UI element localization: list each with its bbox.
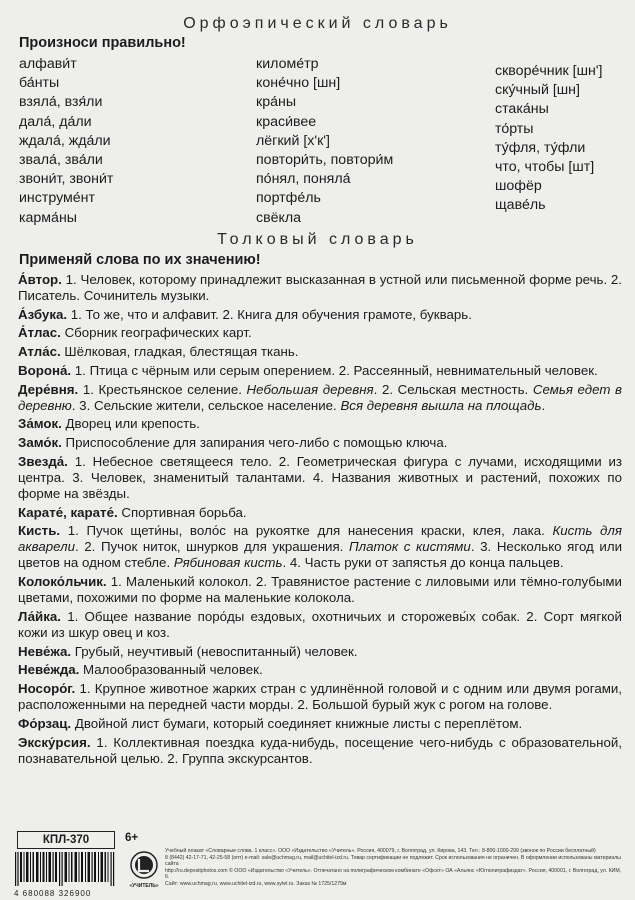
- entry-term: Ла́йка.: [18, 608, 61, 624]
- entry-definition: .: [541, 397, 546, 413]
- dictionary-entry: [18, 574, 622, 606]
- dictionary-entry: [18, 523, 622, 571]
- entry-definition: 1. Общее название поро́ды ездовых, охотничьих и сторожевы́х собак. 2. Сорт мягкой кожи из шкур овец и коз.: [18, 608, 622, 640]
- dictionary-entry: [18, 307, 622, 323]
- entry-definition: 1. Птица с чёрным или серым оперением. 2. Рассеянный, невнимательный человек.: [71, 362, 598, 378]
- word: шофёр: [495, 178, 542, 195]
- orthoepic-column-1: [19, 55, 113, 228]
- barcode: [15, 852, 115, 886]
- entry-example: Вся деревня вышла на площадь: [340, 397, 542, 413]
- word: инструме́нт: [19, 190, 95, 207]
- entry-term: А́збука.: [18, 306, 68, 322]
- dictionary-entry: [18, 416, 622, 432]
- word: дала́, да́ли: [19, 113, 92, 130]
- word: портфе́ль: [256, 190, 321, 207]
- fine-print-line: http://ru.depositphotos.com © ООО «Издательство «Учитель». Отпечатано на полиграфическом комбинате «Офсет» ОА «Альянс «Югполиграфиздат». Россия, 400001, г. Волгоград, ул. КИМ, 6.: [165, 867, 622, 881]
- entry-definition: Малообразованный человек.: [79, 662, 263, 678]
- word: что, чтобы [шт]: [495, 159, 595, 176]
- entry-term: Кисть.: [18, 523, 61, 539]
- word: повтори́ть, повтори́м: [256, 152, 394, 169]
- entry-definition: 1. Небесное светящееся тело. 2. Геометрическая фигура с лучами, исходящими из центра. 3. Человек, знаменитый талантами. 4. Названия животных и растений, похожих по форме на звёзды.: [18, 453, 622, 501]
- fine-print-line: 8 (8442) 42-17-71, 42-25-58 (опт) e-mail: sale@uchmag.ru, mail@uchitel-izd.ru. Товар сертификации не подлежит. Срок использования не ограничен. В оформлении использованы материалы сайта: [165, 854, 621, 868]
- entry-definition: Двойной лист бумаги, который соединяет книжные листы с переплётом.: [71, 715, 523, 731]
- entry-term: Звезда́.: [18, 453, 68, 469]
- entry-example: Платок с кистями: [348, 539, 471, 555]
- entry-term: Карате́, карате́.: [18, 504, 118, 520]
- word: ба́нты: [19, 75, 60, 92]
- word: звони́т, звони́т: [19, 171, 114, 188]
- entry-example: Небольшая деревня: [246, 381, 374, 397]
- entry-definition: Шёлковая, гладкая, блестящая ткань.: [60, 344, 299, 360]
- dictionary-entry: [18, 644, 622, 660]
- entry-definition: Дворец или крепость.: [61, 416, 200, 432]
- entry-definition: 1. Пучок щети́ны, воло́с на рукоятке для нанесения краски, клея, лака.: [60, 523, 553, 539]
- entry-definition: Грубый, неучтивый (невоспитанный) человек.: [71, 643, 358, 659]
- entry-term: Замо́к.: [18, 435, 62, 450]
- entry-term: Носоро́г.: [18, 681, 76, 697]
- word: стака́ны: [495, 101, 549, 118]
- orthoepic-subtitle: Произноси правильно!: [19, 35, 186, 51]
- entry-definition: Приспособление для запирания чего-либо с помощью ключа.: [61, 435, 448, 450]
- entry-definition: 1. Крестьянское селение.: [78, 381, 247, 397]
- entry-term: Ворона́.: [18, 362, 72, 378]
- entry-example: Семья едет в деревню: [18, 381, 623, 413]
- dictionary-entry: [18, 716, 622, 732]
- entry-term: Неве́жа.: [18, 643, 72, 659]
- fine-print-line: Учебный плакат «Словарные слова. 1 класс». ООО «Издательство «Учитель». Россия, 400079, г. Волгоград, ул. Кирова, 143. Тел.: 8-800-1000-299 (звонок по России бесплатный): [165, 848, 596, 854]
- dictionary-entry: [18, 735, 622, 767]
- entry-term: А́втор.: [18, 272, 62, 287]
- word: алфави́т: [19, 56, 77, 72]
- dictionary-entry: [18, 681, 622, 713]
- dictionary-entry: [18, 662, 622, 678]
- entry-term: Неве́жда.: [18, 662, 80, 678]
- dictionary-entry: [18, 609, 622, 641]
- publisher-logo: [127, 850, 161, 890]
- entry-term: Экску́рсия.: [18, 734, 91, 750]
- entry-definition: 1. Человек, которому принадлежит высказанная в устной или письменной форме речь. 2. Писатель. Сочинитель музыки.: [18, 272, 622, 304]
- word: то́рты: [495, 120, 534, 137]
- dictionary-entry: [18, 344, 622, 360]
- entry-term: Колоко́льчик.: [18, 574, 107, 590]
- entry-definition: . 3. Несколько ягод или цветов на одном стебле.: [18, 539, 623, 571]
- entry-definition: . 2. Пучок ниток, шнурков для украшения.: [74, 539, 349, 555]
- publisher-fine-print: [165, 848, 625, 888]
- entry-term: Фо́рзац.: [18, 715, 72, 731]
- word: ждала́, жда́ли: [19, 132, 111, 149]
- word: киломе́тр: [256, 56, 319, 72]
- entry-example: Рябиновая кисть: [173, 555, 283, 571]
- entry-term: За́мок.: [18, 416, 62, 432]
- dictionary-entry: [18, 382, 622, 414]
- word: ску́чный [шн]: [495, 82, 580, 99]
- dictionary-entry: [18, 363, 622, 379]
- entry-definition: 1. Крупное животное жарких стран с удлинённой головой и с одним или двумя рогами, расположенными на передней части морды. 2. Большой бурый жук с рогом на голове.: [18, 681, 622, 713]
- barcode-number: 4 680088 326900: [14, 889, 92, 898]
- dictionary-entry: [18, 454, 622, 502]
- orthoepic-column-3: [495, 62, 602, 216]
- explanatory-title: Толковый словарь: [217, 231, 418, 248]
- entry-definition: 1. То же, что и алфавит. 2. Книга для обучения грамоте, букварь.: [67, 306, 472, 322]
- orthoepic-title: Орфоэпический словарь: [183, 15, 452, 32]
- word: по́нял, поняла́: [256, 171, 351, 188]
- entry-definition: Сборник географических карт.: [60, 325, 252, 341]
- word: коне́чно [шн]: [256, 75, 341, 92]
- entry-term: А́тлас.: [18, 325, 61, 341]
- age-rating: 6+: [125, 832, 139, 844]
- word: лёгкий [х'к']: [256, 132, 330, 149]
- dictionary-entry: [18, 505, 622, 521]
- entry-definition: 1. Маленький колокол. 2. Травянистое растение с лиловыми или тёмно-голубыми цветами, похожими по форме на маленькие колокола.: [18, 574, 622, 606]
- dictionary-entry: [18, 325, 622, 341]
- entry-term: Атла́с.: [18, 344, 61, 360]
- orthoepic-column-2: [256, 55, 393, 228]
- entry-term: Дере́вня.: [18, 381, 79, 397]
- entry-definition: 1. Коллективная поездка куда-нибудь, посещение чего-нибудь с образовательной, познавательной целью. 2. Группа экскурсантов.: [18, 734, 622, 766]
- dictionary-entry: [18, 272, 622, 304]
- word: ту́фля, ту́фли: [495, 139, 586, 156]
- entry-example: Кисть для акварели: [18, 523, 622, 555]
- word: взяла́, взя́ли: [19, 94, 103, 111]
- entry-definition: Спортивная борьба.: [117, 504, 247, 520]
- entry-definition: . 3. Сельские жители, сельское население.: [71, 397, 341, 413]
- word: свёкла: [256, 209, 302, 226]
- word: щаве́ль: [495, 197, 546, 214]
- dictionary-entry: [18, 435, 622, 451]
- explanatory-subtitle: Применяй слова по их значению!: [19, 252, 261, 268]
- word: кра́ны: [256, 94, 297, 111]
- entry-definition: . 2. Сельская местность.: [373, 381, 533, 397]
- word: звала́, зва́ли: [19, 152, 103, 169]
- fine-print-line: Сайт: www.uchmag.ru, www.uchitel-izd.ru, www.sytel.ru. Заказ № 1725/1279м: [165, 880, 347, 887]
- entry-definition: . 4. Часть руки от запястья до конца пальцев.: [282, 555, 564, 571]
- logo-text: «УЧИТЕЛЬ»: [129, 883, 159, 889]
- dictionary-entries: [18, 272, 622, 769]
- word: краси́вее: [256, 113, 317, 130]
- word: карма́ны: [19, 209, 77, 226]
- product-code: КПЛ-370: [17, 831, 115, 849]
- word: скворе́чник [шн']: [495, 63, 603, 79]
